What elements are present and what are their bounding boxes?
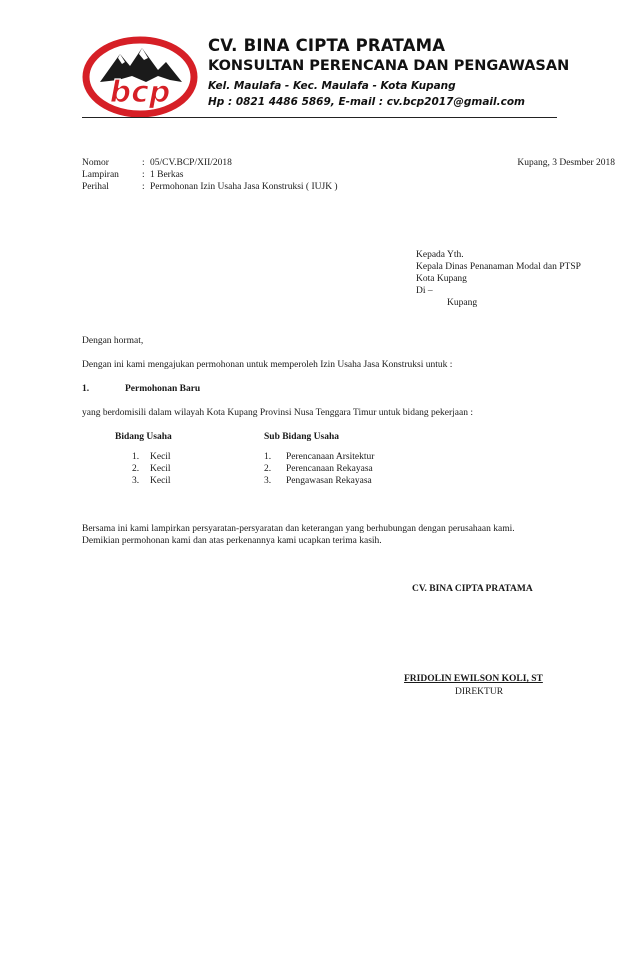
meta-colon: : (142, 170, 145, 180)
company-name: CV. BINA CIPTA PRATAMA (208, 36, 446, 55)
table-header-sub-bidang: Sub Bidang Usaha (264, 432, 339, 442)
meta-value-nomor: 05/CV.BCP/XII/2018 (150, 158, 232, 168)
meta-label-lampiran: Lampiran (82, 170, 119, 180)
company-subtitle: KONSULTAN PERENCANA DAN PENGAWASAN (208, 58, 570, 74)
meta-colon: : (142, 158, 145, 168)
company-contact: Hp : 0821 4486 5869, E-mail : cv.bcp2017@gmail.com (208, 96, 525, 108)
meta-value-lampiran: 1 Berkas (150, 170, 184, 180)
closing-paragraph-2: Demikian permohonan kami dan atas perkenannya kami ucapkan terima kasih. (82, 536, 382, 546)
table-row-number: 1. (132, 452, 140, 462)
recipient-city: Kupang (447, 298, 478, 308)
company-logo (82, 36, 198, 118)
table-row-number: 2. (264, 464, 272, 474)
closing-paragraph-1: Bersama ini kami lampirkan persyaratan-persyaratan dan keterangan yang berhubungan dengan perusahaan kami. (82, 524, 515, 534)
intro-paragraph: Dengan ini kami mengajukan permohonan untuk memperoleh Izin Usaha Jasa Konstruksi untuk : (82, 360, 453, 370)
signatory-name: FRIDOLIN EWILSON KOLI, ST (404, 674, 543, 684)
table-row-sub: Pengawasan Rekayasa (286, 476, 372, 486)
section-number: 1. (82, 384, 90, 394)
signatory-title: DIREKTUR (455, 687, 504, 697)
table-row-number: 3. (264, 476, 272, 486)
meta-label-nomor: Nomor (82, 158, 109, 168)
section-title: Permohonan Baru (125, 384, 201, 394)
signature-company: CV. BINA CIPTA PRATAMA (412, 584, 533, 594)
meta-value-perihal: Permohonan Izin Usaha Jasa Konstruksi ( IUJK ) (150, 182, 338, 192)
meta-colon: : (142, 182, 145, 192)
table-row-bidang: Kecil (150, 452, 171, 462)
table-row-sub: Perencanaan Rekayasa (286, 464, 373, 474)
recipient-line: Di – (416, 286, 433, 296)
bcp-logo-icon (82, 36, 198, 118)
table-header-bidang: Bidang Usaha (115, 432, 172, 442)
greeting: Dengan hormat, (82, 336, 144, 346)
letterhead-divider (82, 117, 557, 118)
meta-label-perihal: Perihal (82, 182, 109, 192)
table-row-bidang: Kecil (150, 464, 171, 474)
table-row-number: 3. (132, 476, 140, 486)
table-row-bidang: Kecil (150, 476, 171, 486)
logo-text: bcp (109, 75, 171, 110)
recipient-line: Kepala Dinas Penanaman Modal dan PTSP (416, 262, 581, 272)
table-row-number: 1. (264, 452, 272, 462)
company-address: Kel. Maulafa - Kec. Maulafa - Kota Kupang (208, 80, 456, 92)
table-row-number: 2. (132, 464, 140, 474)
recipient-line: Kota Kupang (416, 274, 467, 284)
letter-date: Kupang, 3 Desmber 2018 (517, 158, 615, 168)
recipient-line: Kepada Yth. (416, 250, 464, 260)
table-row-sub: Perencanaan Arsitektur (286, 452, 375, 462)
domicile-paragraph: yang berdomisili dalam wilayah Kota Kupang Provinsi Nusa Tenggara Timur untuk bidang pekerjaan : (82, 408, 473, 418)
